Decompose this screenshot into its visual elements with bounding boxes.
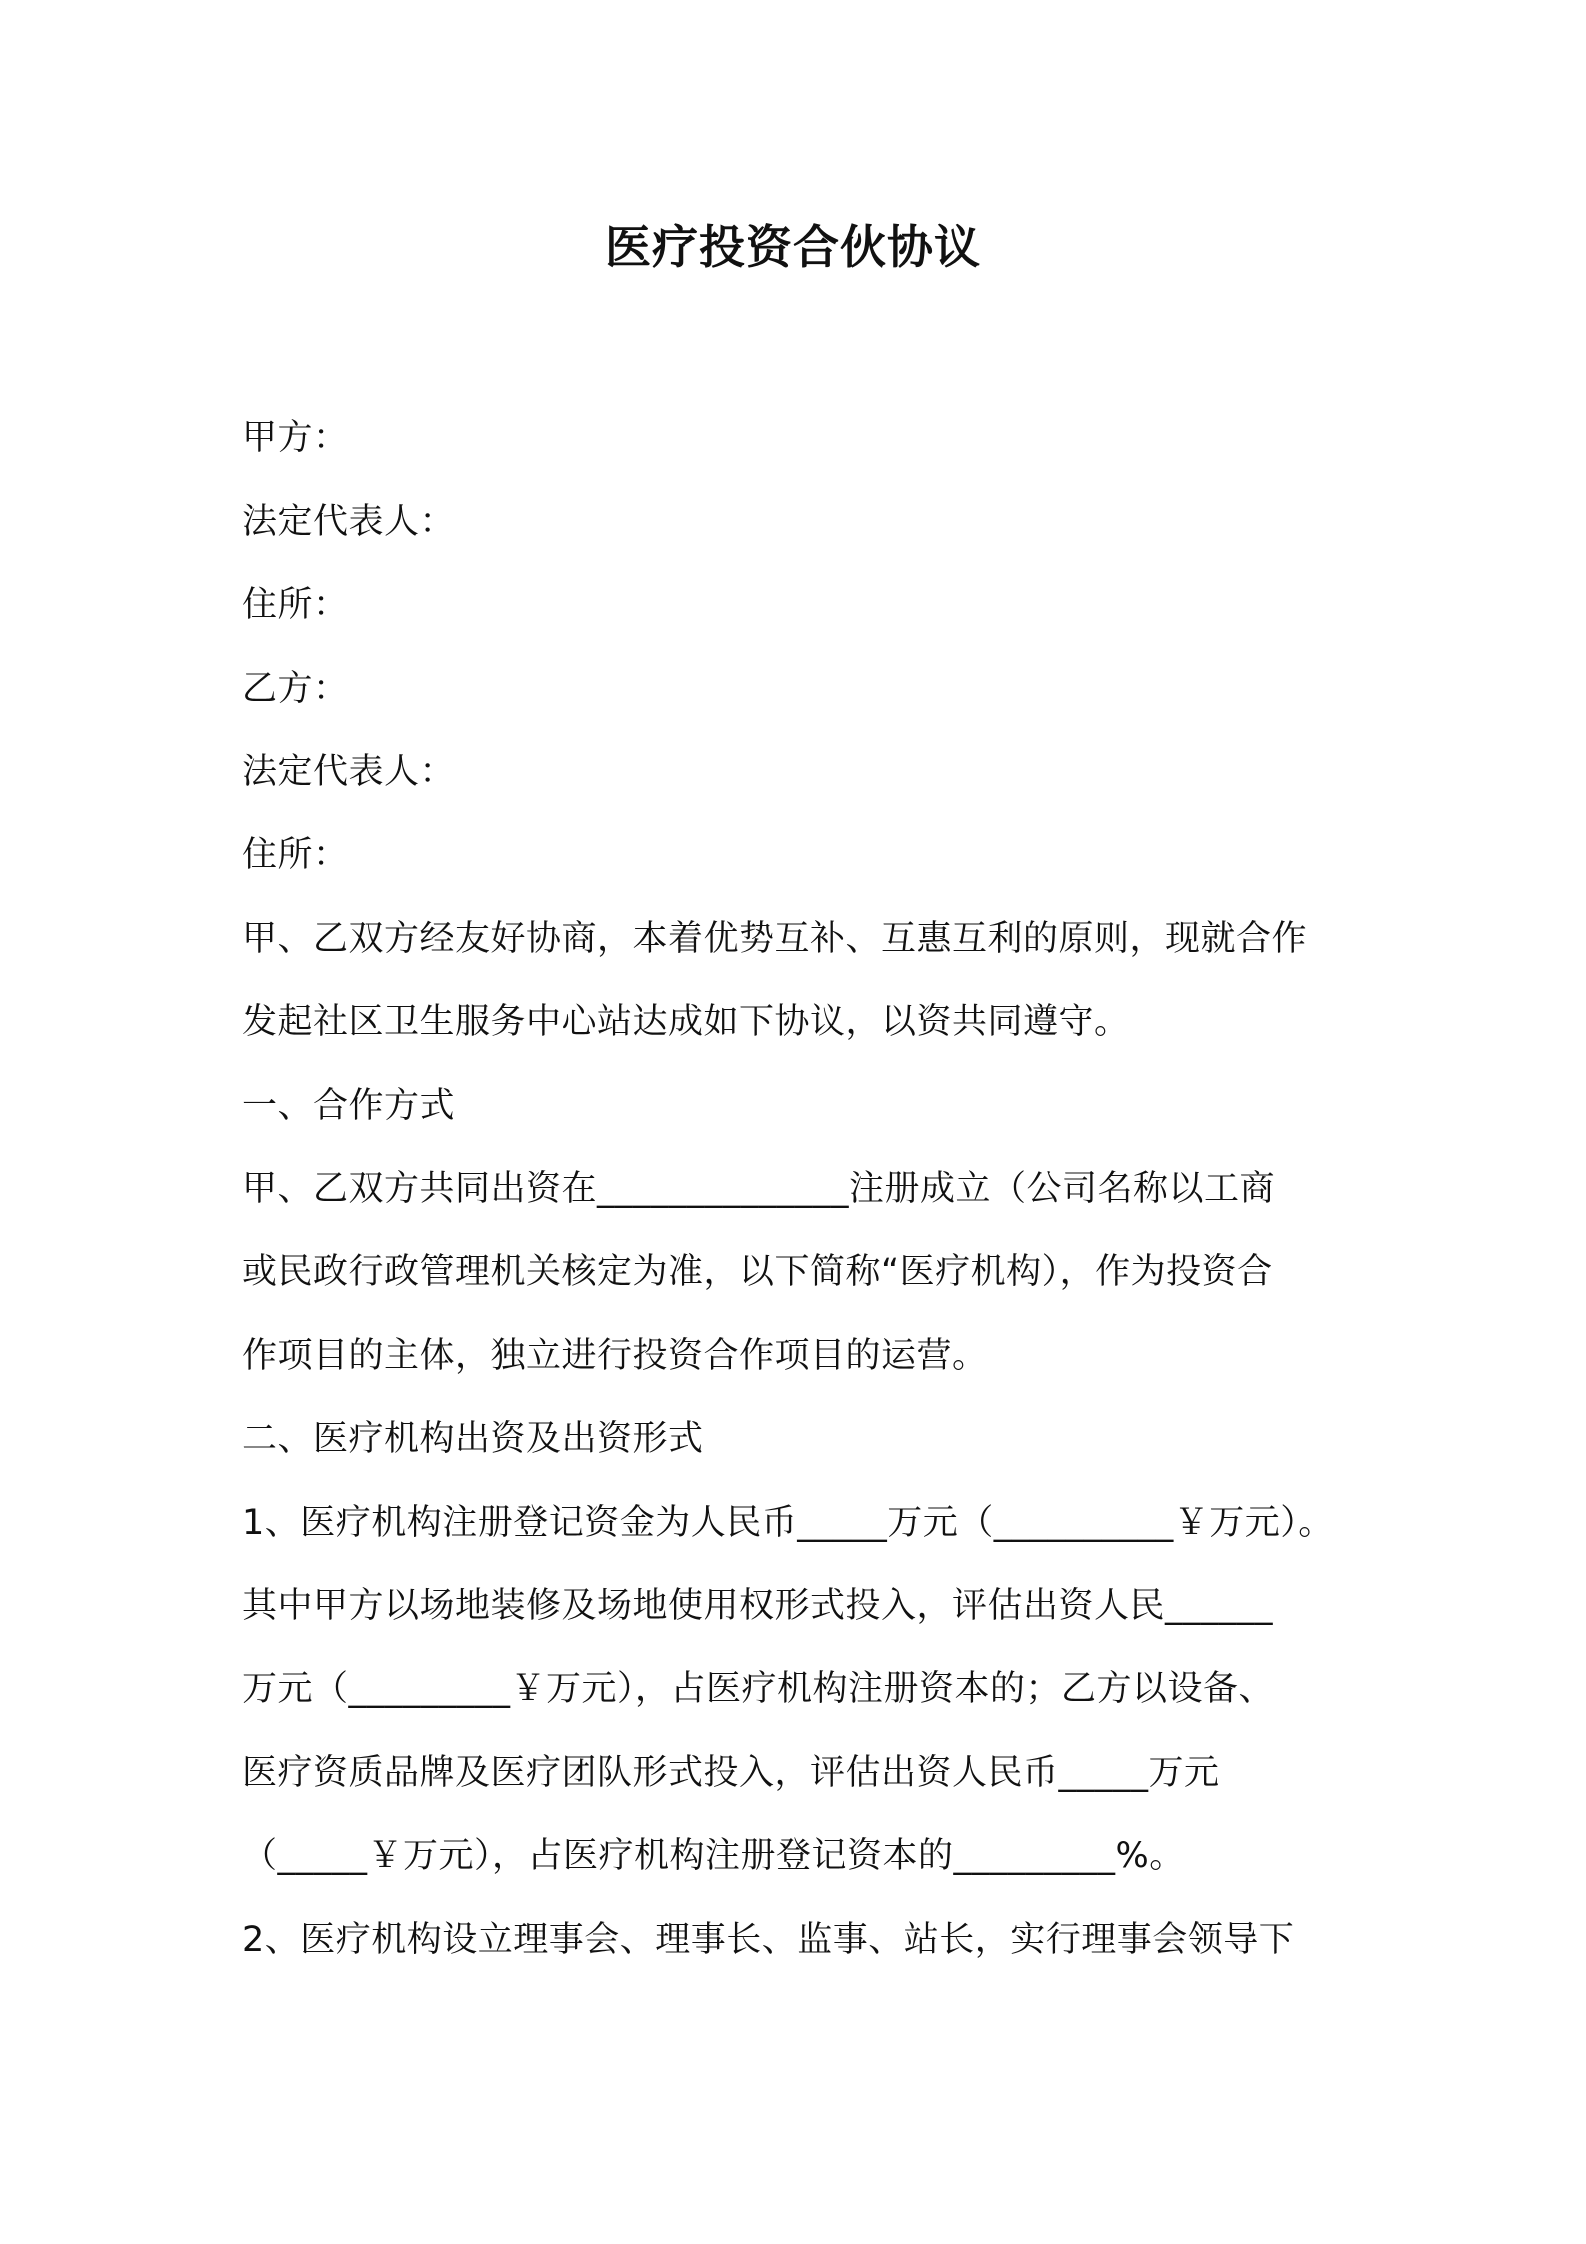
section-1-heading: 一、合作方式 [242,1086,456,1126]
clause-1-line-1: 1、医疗机构注册登记资金为人民币_____万元（__________￥万元）。 [242,1503,1334,1543]
party-b-address-label: 住所： [242,835,349,875]
party-a-address-label: 住所： [242,585,349,625]
clause-1-line-5: （_____￥万元），占医疗机构注册登记资本的_________%。 [242,1836,1185,1876]
section-1-paragraph-line-1: 甲、乙双方共同出资在______________注册成立（公司名称以工商 [242,1169,1276,1209]
party-b-legal-rep-label: 法定代表人： [242,752,456,792]
section-2-heading: 二、医疗机构出资及出资形式 [242,1419,704,1459]
party-a-label: 甲方： [242,418,349,458]
clause-1-line-2: 其中甲方以场地装修及场地使用权形式投入，评估出资人民______ [242,1586,1274,1626]
section-1-paragraph-line-2: 或民政行政管理机关核定为准，以下简称“医疗机构），作为投资合 [242,1252,1273,1292]
clause-1-line-4: 医疗资质品牌及医疗团队形式投入，评估出资人民币_____万元 [242,1753,1220,1793]
preamble-line-1: 甲、乙双方经友好协商，本着优势互补、互惠互利的原则，现就合作 [242,919,1308,959]
party-a-legal-rep-label: 法定代表人： [242,502,456,542]
preamble-line-2: 发起社区卫生服务中心站达成如下协议，以资共同遵守。 [242,1002,1130,1042]
document-title: 医疗投资合伙协议 [605,220,981,274]
clause-1-line-3: 万元（_________￥万元），占医疗机构注册资本的；乙方以设备、 [242,1669,1275,1709]
section-1-paragraph-line-3: 作项目的主体，独立进行投资合作项目的运营。 [242,1336,988,1376]
party-b-label: 乙方： [242,669,349,709]
clause-2-line-1: 2、医疗机构设立理事会、理事长、监事、站长，实行理事会领导下 [242,1920,1295,1960]
